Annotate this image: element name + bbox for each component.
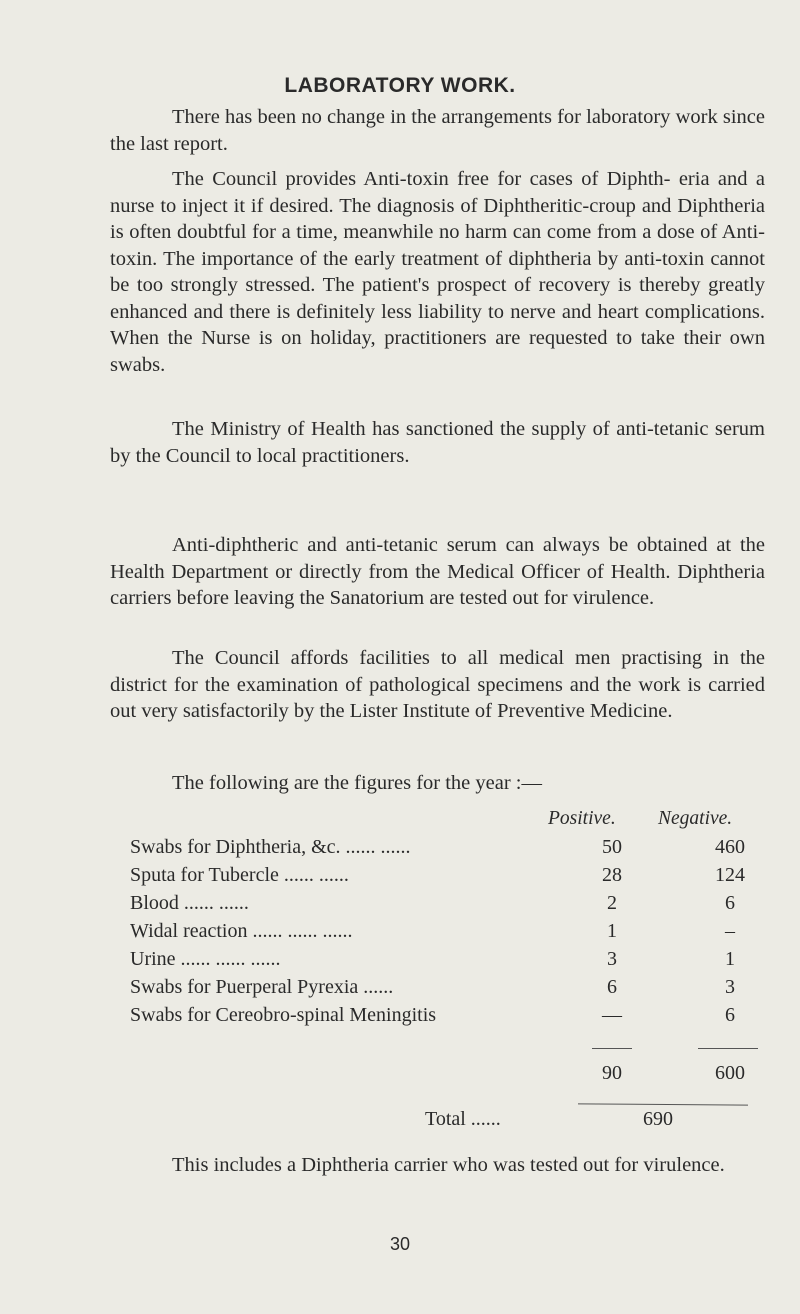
closing-paragraph: This includes a Diphtheria carrier who was tested out for virulence.: [172, 1154, 725, 1176]
total-label: Total ......: [425, 1108, 501, 1130]
total-brace-rule: [578, 1103, 748, 1105]
total-value: 690: [643, 1108, 673, 1130]
col-header-positive: Positive.: [548, 808, 616, 829]
row-negative: 124: [715, 864, 745, 886]
paragraph-2: The Council provides Anti-toxin free for cases of Diphth- eria and a nurse to inject it if desired. The diagnosis of Diphtheritic-croup and Diphtheria is often doubtful for a time, meanwhile no harm can come from a dose of Anti- toxin. The importance of the early treatment of diphtheria by anti-toxin cannot be too strongly stressed. The patient's prospect of recovery is thereby greatly enhanced and there is definitely less liability to nerve and heart complications. When the Nurse is on holiday, practitioners are requested to take their own swabs.: [110, 168, 765, 376]
table-row: [130, 948, 770, 974]
row-negative: 3: [725, 976, 735, 998]
row-positive: 2: [607, 892, 617, 914]
table-row: [130, 976, 770, 1002]
table-row: [130, 920, 770, 946]
subtotal-negative: 600: [715, 1062, 745, 1084]
paragraph-3: The Ministry of Health has sanctioned the supply of anti-tetanic serum by the Council to local practitioners.: [110, 418, 765, 467]
row-positive: —: [602, 1004, 622, 1026]
row-positive: 50: [602, 836, 622, 858]
table-row: [130, 1004, 770, 1030]
row-positive: 6: [607, 976, 617, 998]
row-label: Blood ...... ......: [130, 892, 249, 914]
row-negative: –: [725, 920, 735, 942]
subtotal-rule-negative: [698, 1048, 758, 1049]
row-positive: 28: [602, 864, 622, 886]
row-negative: 6: [725, 1004, 735, 1026]
row-label: Sputa for Tubercle ...... ......: [130, 864, 349, 886]
row-label: Swabs for Puerperal Pyrexia ......: [130, 976, 394, 998]
row-label: Widal reaction ...... ...... ......: [130, 920, 353, 942]
paragraph-6: The following are the figures for the year :—: [172, 772, 543, 794]
table-row: [130, 836, 770, 862]
col-header-negative: Negative.: [658, 808, 733, 829]
subtotal-positive: 90: [602, 1062, 622, 1084]
row-positive: 1: [607, 920, 617, 942]
row-negative: 460: [715, 836, 745, 858]
paragraph-1: There has been no change in the arrangements for laboratory work since the last report.: [110, 106, 765, 155]
paragraph-5: The Council affords facilities to all medical men practising in the district for the examination of pathological specimens and the work is carried out very satisfactorily by the Lister Institute of Preventive Medicine.: [110, 647, 765, 722]
row-label: Swabs for Cereobro-spinal Meningitis: [130, 1004, 437, 1026]
row-negative: 1: [725, 948, 735, 970]
row-negative: 6: [725, 892, 735, 914]
subtotal-row: [130, 1062, 770, 1088]
subtotal-rule-positive: [592, 1048, 632, 1049]
row-label: Swabs for Diphtheria, &c. ...... ......: [130, 836, 411, 858]
paragraph-4: Anti-diphtheric and anti-tetanic serum can always be obtained at the Health Department or directly from the Medical Officer of Health. Diphtheria carriers before leaving the Sanatorium are tested out for virulence.: [110, 534, 765, 609]
row-positive: 3: [607, 948, 617, 970]
row-label: Urine ...... ...... ......: [130, 948, 281, 970]
table-row: [130, 892, 770, 918]
page-title: LABORATORY WORK.: [284, 74, 516, 97]
table-row: [130, 864, 770, 890]
page-number: 30: [389, 1234, 411, 1254]
